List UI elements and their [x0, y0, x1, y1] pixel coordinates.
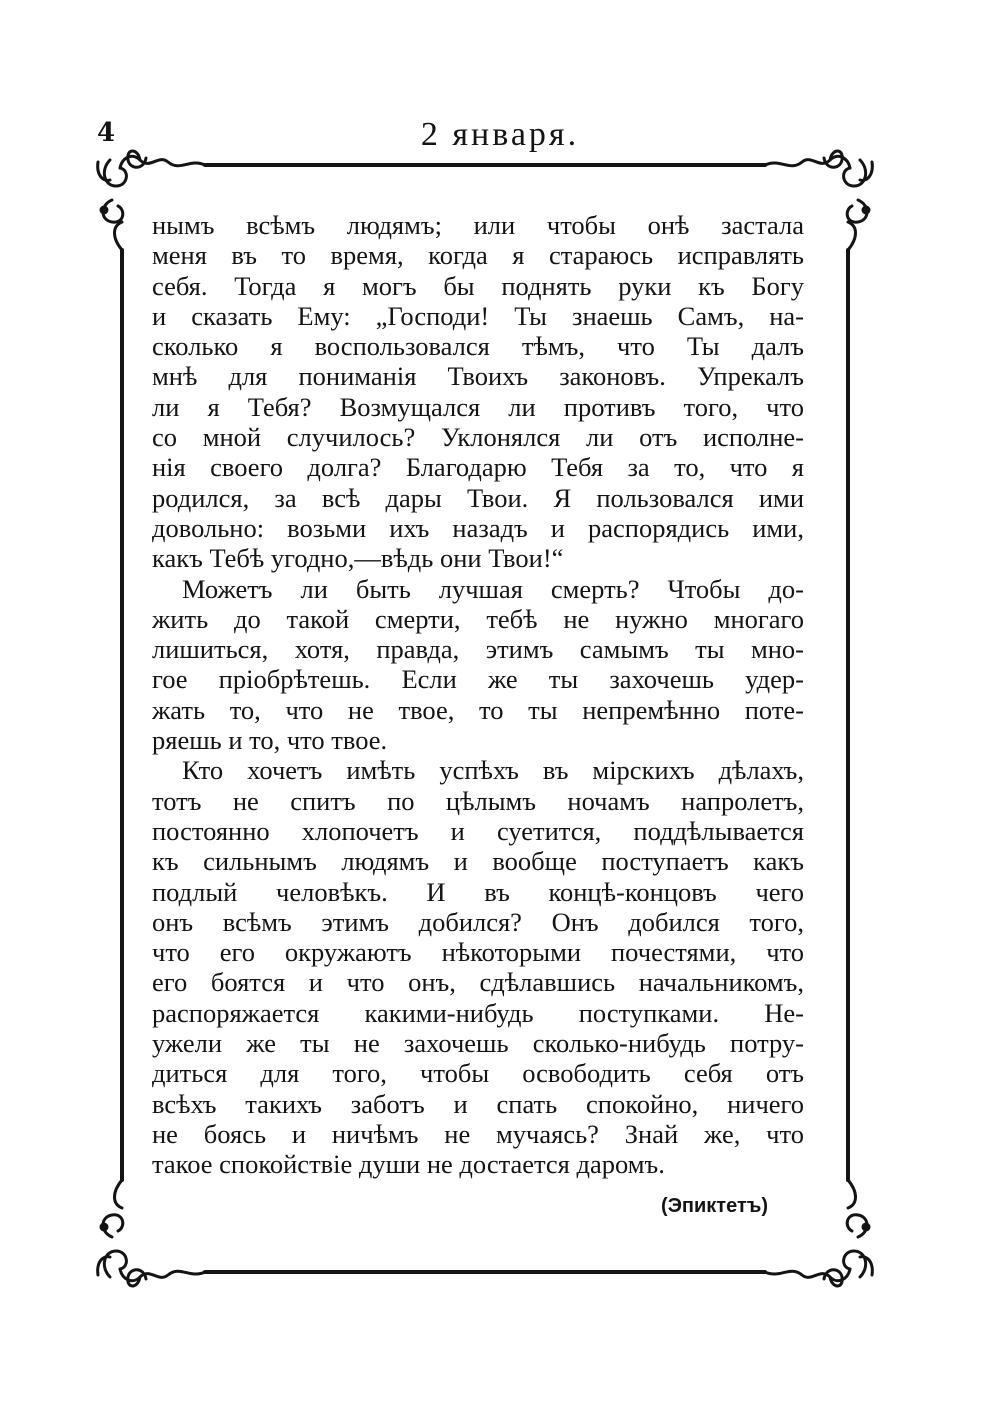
text-line: ли я Тебя? Возмущался ли противъ того, что — [152, 391, 804, 422]
text-line: такое спокойствіе души не достается даромъ. — [152, 1149, 665, 1180]
text-line: гое пріобрѣтешь. Если же ты захочешь удер- — [152, 664, 804, 695]
text-line: тотъ не спитъ по цѣлымъ ночамъ напролетъ, — [152, 785, 804, 816]
flourish-bottom-left — [98, 1180, 205, 1286]
flourish-bottom-right — [765, 1180, 872, 1286]
text-line: меня въ то время, когда я стараюсь исправлять — [152, 240, 804, 271]
text-line: какъ Тебѣ угодно,—вѣдь они Твои!“ — [152, 543, 564, 574]
text-line: со мной случилось? Уклонялся ли отъ исполне- — [152, 422, 804, 453]
paragraph-3 — [152, 755, 804, 1179]
paragraph-1 — [152, 210, 804, 574]
text-line: жить до такой смерти, тебѣ не нужно многаго — [152, 603, 804, 634]
text-line: жать то, что не твое, то ты непремѣнно поте- — [152, 694, 804, 725]
text-line: нія своего долга? Благодарю Тебя за то, что я — [152, 452, 804, 483]
text-line: Кто хочетъ имѣть успѣхъ въ мірскихъ дѣлахъ, — [182, 755, 804, 786]
text-line: распоряжается какими-нибудь поступками. Не- — [152, 997, 804, 1028]
text-line: Можетъ ли быть лучшая смерть? Чтобы до- — [182, 573, 804, 604]
text-line: ужели же ты не захочешь сколько-нибудь потру- — [152, 1028, 804, 1059]
text-line: постоянно хлопочетъ и суетится, поддѣлывается — [152, 815, 804, 846]
text-line: себя. Тогда я могъ бы поднять руки къ Богу — [152, 270, 804, 301]
text-line: ряешь и то, что твое. — [152, 725, 388, 756]
text-line: къ сильнымъ людямъ и вообще поступаетъ какъ — [152, 846, 804, 877]
running-title: 2 января. — [420, 116, 580, 153]
text-line: не боясь и ничѣмъ не мучаясь? Знай же, что — [152, 1118, 804, 1149]
text-line: и сказать Ему: „Господи! Ты знаешь Самъ, на- — [152, 300, 804, 331]
text-line: сколько я воспользовался тѣмъ, что Ты далъ — [152, 331, 804, 362]
text-line: онъ всѣмъ этимъ добился? Онъ добился того, — [152, 906, 804, 937]
text-line: подлый человѣкъ. И въ концѣ-концовъ чего — [152, 876, 804, 907]
text-line: родился, за всѣ дары Твои. Я пользовался ими — [152, 482, 804, 513]
text-line: диться для того, чтобы освободить себя отъ — [152, 1058, 804, 1089]
main-text — [152, 210, 804, 1180]
attribution: (Эпиктетъ) — [661, 1195, 768, 1217]
paragraph-2 — [152, 574, 804, 756]
text-line: мнѣ для пониманія Твоихъ законовъ. Упрекалъ — [152, 361, 804, 392]
text-line: лишиться, хотя, правда, этимъ самымъ ты мно- — [152, 634, 804, 665]
page-number: 4 — [97, 118, 116, 148]
text-line: нымъ всѣмъ людямъ; или чтобы онѣ застала — [152, 210, 804, 240]
text-line: всѣхъ такихъ заботъ и спать спокойно, ничего — [152, 1088, 804, 1119]
text-line: его боятся и что онъ, сдѣлавшись начальникомъ, — [152, 967, 804, 998]
text-line: что его окружаютъ нѣкоторыми почестями, что — [152, 937, 804, 968]
text-line: довольно: возьми ихъ назадъ и распорядись ими, — [152, 512, 804, 543]
